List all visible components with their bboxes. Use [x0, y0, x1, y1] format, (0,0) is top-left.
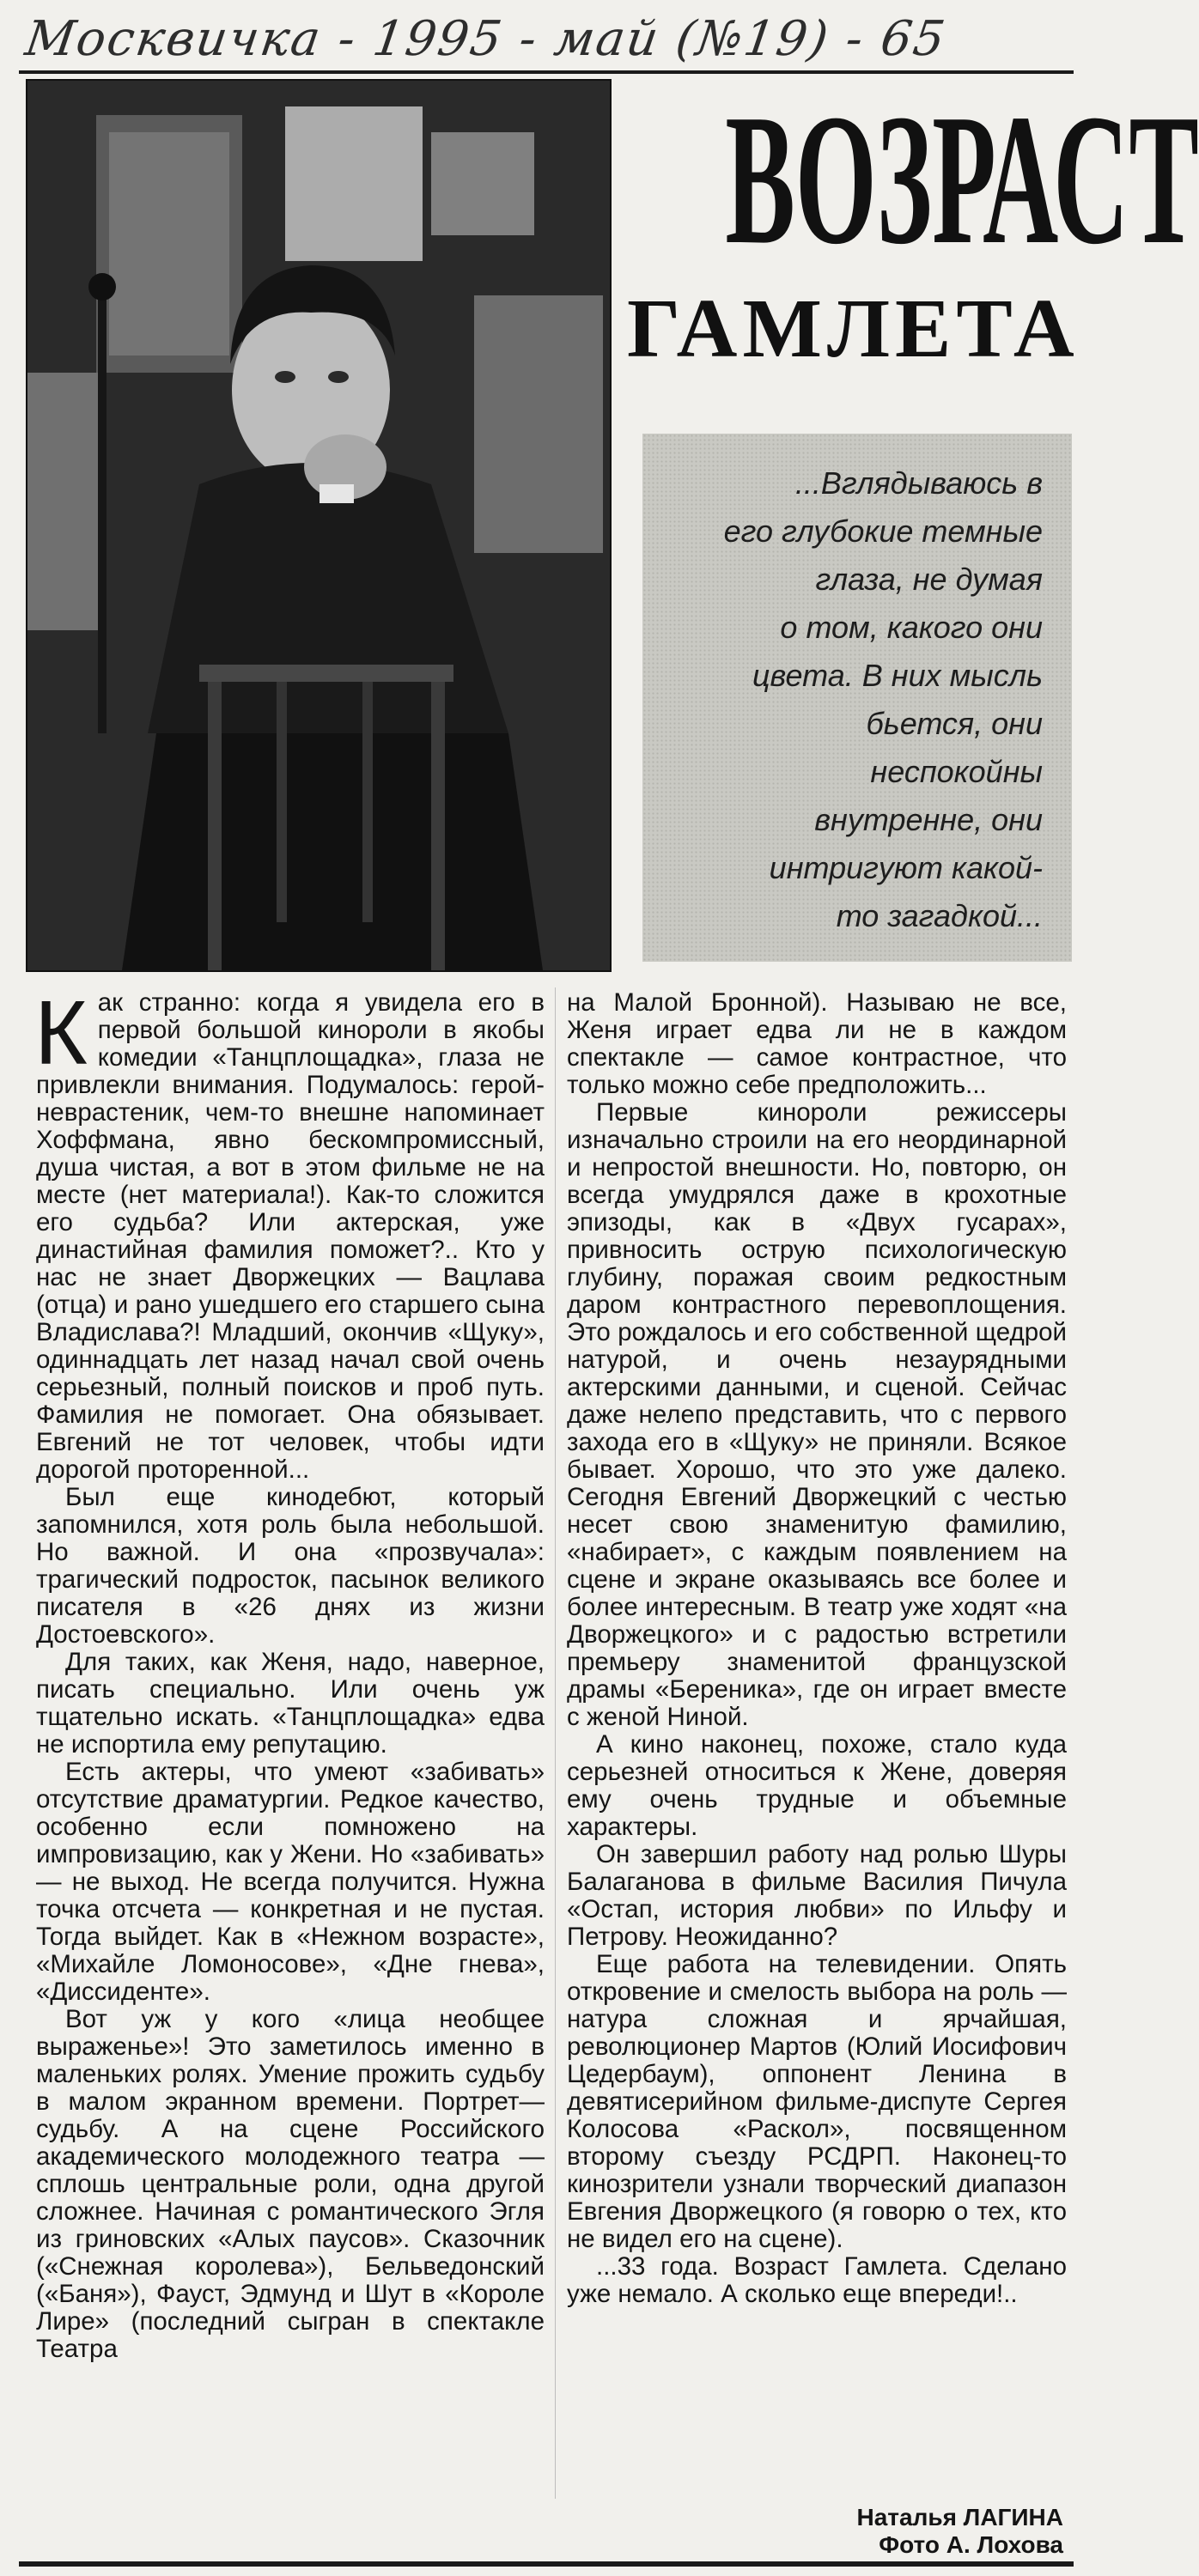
quote-line: глаза, не думая: [815, 562, 1043, 597]
article-paragraph: Первые кинороли режиссеры изначально строили на его неординарной и непростой внешности. Но, повторю, он всегда умудрялся даже в крохотные эпизоды, как в «Двух гусарах», привносить острую психологическую глубину, поражая своим редкостным даром контрастного перевоплощения. Это рождалось и его собственной щедрой натурой, и очень незаурядными актерскими данными, и сценой. Сейчас даже нелепо представить, что с первого захода его в «Щуку» не приняли. Всякое бывает. Хорошо, что это уже далеко. Сегодня Евгений Дворжецкий с честью несет свою знаменитую фамилию, «набирает», с каждым появлением на сцене и экране оказываясь все более и более интересным. В театр уже ходят «на Дворжецкого» и с радостью встретили премьеру знаменитой французской драмы «Береника», где он играет вместе с женой Ниной.: [567, 1098, 1067, 1731]
article-paragraph: Есть актеры, что умеют «забивать» отсутствие драматургии. Редкое качество, особенно если помножено на импровизацию, как у Жени. Но «забивать» — не выход. Не всегда получится. Нужна точка отсчета — конкретная и не пустая. Тогда выйдет. Как в «Нежном возрасте», «Михайле Ломоносове», «Дне гнева», «Диссиденте».: [36, 1758, 545, 2006]
bottom-rule: [19, 2561, 1074, 2567]
handwritten-date-note: Москвичка - 1995 - май (№19) - 65: [21, 11, 950, 67]
quote-line: неспокойны: [870, 754, 1043, 789]
article-paragraph: А кино наконец, похоже, стало куда серьезней относиться к Жене, доверяя ему очень трудные и объемные характеры.: [567, 1730, 1067, 1841]
quote-line: интригуют какой-: [769, 850, 1043, 885]
quote-line: то загадкой...: [836, 898, 1043, 933]
quote-line: бьется, они: [866, 706, 1043, 741]
article-paragraph: Вот уж у кого «лица необщее выраженье»! Это заметилось именно в маленьких ролях. Умение прожить судьбу в малом экранном времени. Портрет—судьбу. А на сцене Российского академического молодежного театра — сплошь центральные роли, одна другой сложнее. Начиная с романтического Эгля из гриновских «Алых паусов». Сказочник («Снежная королева»), Бельведонский («Баня»), Фауст, Эдмунд и Шут в «Короле Лире» (последний сыгран в спектакле Театра: [36, 2005, 545, 2363]
quote-line: его глубокие темные: [723, 513, 1043, 549]
quote-line: внутренне, они: [814, 802, 1043, 837]
article-paragraph: Был еще кинодебют, который запомнился, хотя роль была небольшой. Но важной. И она «прозвучала»: трагический подросток, пасынок великого писателя в «26 днях из жизни Достоевского».: [36, 1483, 545, 1649]
top-rule: [19, 70, 1074, 74]
column-divider: [555, 987, 556, 2499]
article-paragraph: Для таких, как Женя, надо, наверное, писать специально. Или очень уж тщательно искать. «Танцплощадка» едва не испортила ему репутацию.: [36, 1648, 545, 1759]
author-name: Наталья ЛАГИНА: [856, 2504, 1063, 2530]
article-paragraph: ...33 года. Возраст Гамлета. Сделано уже немало. А сколько еще впереди!..: [567, 2252, 1067, 2308]
article-paragraph: Как странно: когда я увидела его в первой большой кинороли в якобы комедии «Танцплощадка», глаза не привлекли внимания. Подумалось: герой-неврастеник, чем-то внешне напоминает Хоффмана, явно бескомпромиссный, душа чистая, а вот в этом фильме не на месте (нет материала!). Как-то сложится его судьба? Или актерская, уже династийная фамилия поможет?.. Кто у нас не знает Дворжецких — Вацлава (отца) и рано ушедшего его старшего сына Владислава?! Младший, окончив «Щуку», одиннадцать лет назад начал свой очень серьезный, полный поисков и проб путь. Фамилия не помогает. Она обязывает. Евгений не тот человек, чтобы идти дорогой проторенной...: [34, 982, 545, 1484]
article-paragraph: на Малой Бронной). Называю не все, Женя играет едва ли не в каждом спектакле — самое контрастное, что только можно себе предположить...: [567, 988, 1067, 1099]
headline-line-1: ВОЗРАСТ: [725, 76, 1199, 283]
pull-quote-box: [642, 434, 1072, 962]
portrait-illustration: [27, 81, 610, 970]
headline-line-2: ГАМЛЕТА: [627, 283, 1080, 375]
article-paragraph: Еще работа на телевидении. Опять откровение и смелость выбора на роль — натура сложная и ярчайшая, революционер Мартов (Юлий Иосифович Цедербаум), оппонент Ленина в девятисерийном фильме-диспуте Сергея Колосова «Раскол», посвященном второму съезду РСДРП. Наконец-то кинозрители узнали творческий диапазон Евгения Дворжецкого (я говорю о тех, кто не видел его на сцене).: [567, 1950, 1067, 2253]
article-column-left: [34, 982, 545, 2500]
article-paragraph: Он завершил работу над ролью Шуры Балаганова в фильме Василия Пичула «Остап, история любви» по Ильфу и Петрову. Неожиданно?: [567, 1840, 1067, 1951]
quote-line: о том, какого они: [780, 610, 1043, 645]
quote-line: ...Вглядываюсь в: [794, 465, 1043, 501]
article-column-right: [567, 989, 1067, 2500]
byline: [856, 2504, 1063, 2559]
quote-line: цвета. В них мысль: [752, 658, 1043, 693]
portrait-photo: [26, 79, 612, 972]
photo-credit: Фото А. Лохова: [879, 2531, 1063, 2558]
